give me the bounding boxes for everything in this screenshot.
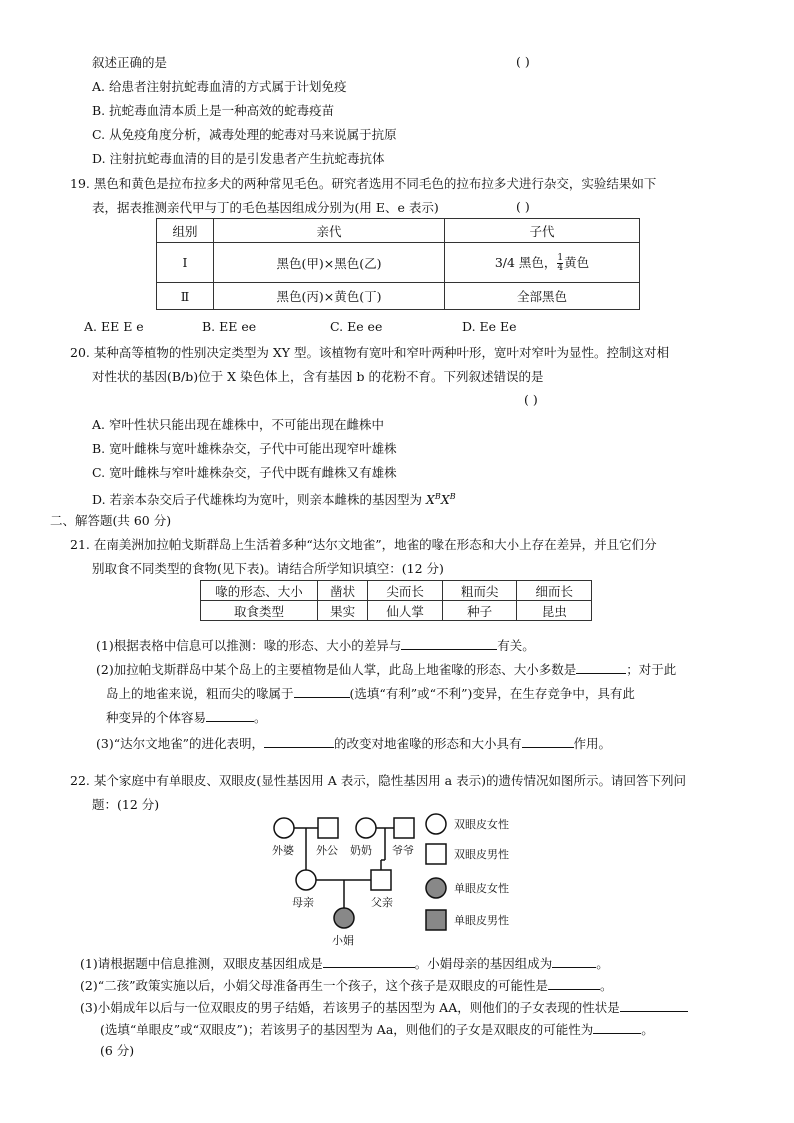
q21-cell-beak-4: 细而长 <box>517 581 592 601</box>
q19-row1-fraction <box>557 254 563 273</box>
q21-part3-text-c: 作用。 <box>573 736 612 751</box>
label-nainai: 奶奶 <box>350 844 372 857</box>
q22-stem-line1: 22. 某个家庭中有单眼皮、双眼皮(显性基因用 A 表示，隐性基因用 a 表示)的遗传情况如图所示。请回答下列问 <box>70 773 686 788</box>
q20-answer-paren: ( ) <box>524 392 538 407</box>
q19-option-a: A. EE E e <box>84 319 144 334</box>
q22-part1 <box>80 954 609 973</box>
q21-part2-text: (2)加拉帕戈斯群岛中某个岛上的主要植物是仙人掌，此岛上地雀喙的形态、大小多数是 <box>96 662 577 677</box>
pedigree-diagram <box>260 812 540 952</box>
q19-header-parents: 亲代 <box>214 219 445 243</box>
q21-part1 <box>96 636 535 655</box>
q22-part1-blank1[interactable] <box>323 954 415 968</box>
q18-option-a: A. 给患者注射抗蛇毒血清的方式属于计划免疫 <box>92 79 347 94</box>
q22-part2-text-end: 。 <box>600 978 613 993</box>
q21-part1-text: (1)根据表格中信息可以推测：喙的形态、大小的差异与 <box>96 638 402 653</box>
q18-answer-paren: ( ) <box>516 54 530 69</box>
q19-row2-offspring: 全部黑色 <box>445 283 640 310</box>
q19-option-b: B. EE ee <box>202 319 257 334</box>
q21-part2-blank1[interactable] <box>576 660 626 674</box>
q19-row1-group: I <box>157 243 214 283</box>
xiaojuan-symbol <box>334 908 354 928</box>
legend-double-female-icon <box>426 814 446 834</box>
q21-part3-text: (3)“达尔文地雀”的进化表明， <box>96 736 264 751</box>
q19-table <box>156 218 640 310</box>
q21-part2-text-f: 。 <box>254 710 267 725</box>
label-yeye: 爷爷 <box>392 844 414 857</box>
q19-option-d: D. Ee Ee <box>462 319 517 334</box>
q22-part3-blank2[interactable] <box>593 1020 641 1034</box>
q21-part1-blank[interactable] <box>401 636 497 650</box>
legend-double-male-icon <box>426 844 446 864</box>
q21-part2-line2 <box>106 684 635 703</box>
label-waipo: 外婆 <box>272 844 294 857</box>
fuqin-symbol <box>371 870 391 890</box>
q19-row1-offspring-black: 3/4 黑色， <box>494 254 557 270</box>
muqin-symbol <box>296 870 316 890</box>
q21-part2-text-c: 岛上的地雀来说，粗而尖的喙属于 <box>106 686 294 701</box>
legend-label-1: 双眼皮男性 <box>454 848 509 861</box>
q22-stem-line2: 题：(12 分) <box>92 797 160 812</box>
q20-genotype <box>426 492 456 507</box>
q19-stem-line2: 表，据表推测亲代甲与丁的毛色基因组成分别为(用 E、e 表示) <box>92 200 439 215</box>
q20-option-a: A. 窄叶性状只能出现在雄株中，不可能出现在雌株中 <box>92 417 384 432</box>
label-xiaojuan: 小娟 <box>332 934 354 947</box>
q21-cell-beak-header: 喙的形态、大小 <box>201 581 318 601</box>
legend-label-2: 单眼皮女性 <box>454 882 509 895</box>
q21-part2-line3 <box>106 708 267 727</box>
q21-cell-food-header: 取食类型 <box>201 601 318 621</box>
q22-part3-blank1[interactable] <box>620 998 688 1012</box>
q22-part1-text: (1)请根据题中信息推测，双眼皮基因组成是 <box>80 956 323 971</box>
q21-cell-food-1: 果实 <box>318 601 368 621</box>
q21-cell-beak-2: 尖而长 <box>368 581 443 601</box>
q22-part3-line1 <box>80 998 688 1017</box>
q19-header-group: 组别 <box>157 219 214 243</box>
q18-stem-end: 叙述正确的是 <box>92 55 168 70</box>
waipo-symbol <box>274 818 294 838</box>
q21-cell-food-2: 仙人掌 <box>368 601 443 621</box>
q18-option-c: C. 从免疫角度分析，减毒处理的蛇毒对马来说属于抗原 <box>92 127 397 142</box>
label-waigong: 外公 <box>316 844 338 857</box>
q22-part3-text-c: 。 <box>641 1022 654 1037</box>
q22-part2-blank[interactable] <box>548 976 600 990</box>
q18-option-d: D. 注射抗蛇毒血清的目的是引发患者产生抗蛇毒抗体 <box>92 151 385 166</box>
q20-genotype-x2: X <box>440 492 450 508</box>
q21-table <box>200 580 592 621</box>
q21-cell-beak-3: 粗而尖 <box>442 581 517 601</box>
q21-part3 <box>96 734 611 753</box>
q20-genotype-x1: X <box>426 492 435 508</box>
q20-stem-line2: 对性状的基因(B/b)位于 X 染色体上，含有基因 b 的花粉不育。下列叙述错误的是 <box>92 369 544 384</box>
waigong-symbol <box>318 818 338 838</box>
q20-stem-line1: 20. 某种高等植物的性别决定类型为 XY 型。该植物有宽叶和窄叶两种叶形，宽叶对窄叶为显性。控制这对相 <box>70 345 669 360</box>
q18-option-b: B. 抗蛇毒血清本质上是一种高效的蛇毒疫苗 <box>92 103 335 118</box>
q21-cell-food-3: 种子 <box>442 601 517 621</box>
q21-part2-line1 <box>96 660 676 679</box>
q20-genotype-sup1: B <box>434 492 441 501</box>
q19-row1-fraction-num: 1 <box>557 252 564 263</box>
q19-row2-parents: 黑色(丙)×黄色(丁) <box>214 283 445 310</box>
q21-part2-blank2[interactable] <box>294 684 350 698</box>
q21-cell-beak-1: 凿状 <box>318 581 368 601</box>
q19-row1-parents: 黑色(甲)×黑色(乙) <box>214 243 445 283</box>
q21-part3-blank1[interactable] <box>264 734 334 748</box>
q22-part2 <box>80 976 613 995</box>
legend-label-3: 单眼皮男性 <box>454 914 509 927</box>
label-muqin: 母亲 <box>292 896 314 909</box>
q20-option-d <box>92 488 456 509</box>
q20-option-d-text: D. 若亲本杂交后子代雄株均为宽叶，则亲本雌株的基因型为 <box>92 492 423 508</box>
q21-cell-food-4: 昆虫 <box>517 601 592 621</box>
q21-part3-blank2[interactable] <box>522 734 574 748</box>
q22-part3-score: (6 分) <box>100 1043 135 1058</box>
q21-stem-line2: 别取食不同类型的食物(见下表)。请结合所学知识填空：(12 分) <box>92 561 444 576</box>
nainai-symbol <box>356 818 376 838</box>
q19-row1-offspring-yellow: 黄色 <box>564 254 590 270</box>
q22-part1-text-b: 。小娟母亲的基因组成为 <box>414 956 553 971</box>
q22-part1-blank2[interactable] <box>552 954 596 968</box>
q20-genotype-sup2: B <box>449 492 456 501</box>
q21-stem-line1: 21. 在南美洲加拉帕戈斯群岛上生活着多种“达尔文地雀”，地雀的喙在形态和大小上存在差异，并且它们分 <box>70 537 657 552</box>
q22-part1-text-c: 。 <box>596 956 609 971</box>
q21-part2-text-d: (选填“有利”或“不利”)变异，在生存竞争中，具有此 <box>349 686 635 701</box>
q19-row1-offspring <box>445 243 640 283</box>
q21-part2-blank3[interactable] <box>206 708 254 722</box>
q19-answer-paren: ( ) <box>516 199 530 214</box>
q21-part2-text-e: 种变异的个体容易 <box>106 710 207 725</box>
legend-single-male-icon <box>426 910 446 930</box>
q21-part2-text-b: ；对于此 <box>626 662 677 677</box>
legend-label-0: 双眼皮女性 <box>454 818 509 831</box>
q19-header-offspring: 子代 <box>445 219 640 243</box>
q22-part3-line2 <box>100 1020 654 1039</box>
q20-option-c: C. 宽叶雌株与窄叶雄株杂交，子代中既有雌株又有雄株 <box>92 465 397 480</box>
q21-part1-text-end: 有关。 <box>497 638 535 653</box>
q19-option-c: C. Ee ee <box>330 319 383 334</box>
yeye-symbol <box>394 818 414 838</box>
q22-part3-text: (3)小娟成年以后与一位双眼皮的男子结婚，若该男子的基因型为 AA，则他们的子女表现的性状是 <box>80 1000 620 1015</box>
q20-option-b: B. 宽叶雌株与宽叶雄株杂交，子代中可能出现窄叶雄株 <box>92 441 397 456</box>
label-fuqin: 父亲 <box>371 896 393 909</box>
q22-part2-text: (2)“二孩”政策实施以后，小娟父母准备再生一个孩子，这个孩子是双眼皮的可能性是 <box>80 978 548 993</box>
q22-part3-text-b: (选填“单眼皮”或“双眼皮”)；若该男子的基因型为 Aa，则他们的子女是双眼皮的可能性为 <box>100 1022 594 1037</box>
legend-single-female-icon <box>426 878 446 898</box>
q21-part3-text-b: 的改变对地雀喙的形态和大小具有 <box>334 736 522 751</box>
section-2-title: 二、解答题(共 60 分) <box>50 513 172 528</box>
q19-stem-line1: 19. 黑色和黄色是拉布拉多犬的两种常见毛色。研究者选用不同毛色的拉布拉多犬进行杂交，实验结果如下 <box>70 176 657 191</box>
q19-row2-group: Ⅱ <box>157 283 214 310</box>
q19-row1-fraction-den: 4 <box>557 262 564 273</box>
